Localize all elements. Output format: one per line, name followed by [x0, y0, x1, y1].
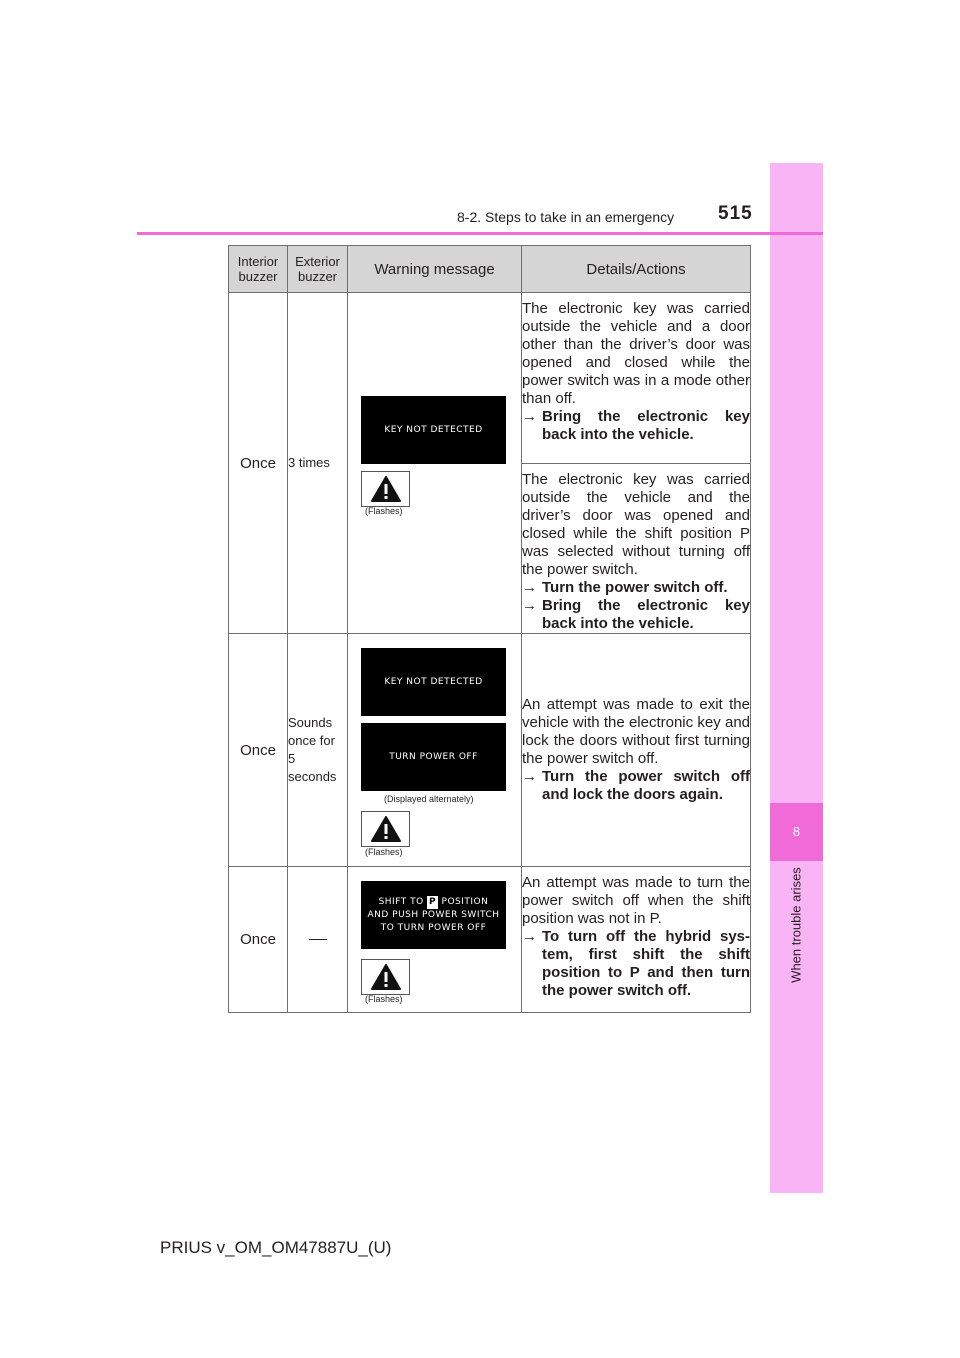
- details-cell: [522, 464, 751, 634]
- header-details-actions: Details/Actions: [522, 246, 751, 293]
- chapter-label: When trouble arises: [788, 867, 804, 983]
- chapter-side-tab: [770, 163, 823, 1193]
- screen-text: KEY NOT DETECTED: [384, 424, 483, 435]
- right-arrow-icon: →: [522, 928, 537, 945]
- chapter-number: 8: [770, 803, 823, 861]
- action-item: [522, 597, 750, 633]
- right-arrow-icon: →: [522, 408, 537, 425]
- details-text: The electronic key was carried outside the vehicle and the driver’s door was opened and closed while the shift position P was selected without turning off the power switch.: [522, 471, 750, 578]
- action-text: Turn the power switch off.: [542, 579, 728, 596]
- flashes-caption: (Flashes): [365, 847, 403, 857]
- display-screen: [361, 881, 506, 949]
- details-cell: [522, 293, 751, 464]
- header-warning-message: Warning message: [348, 246, 522, 293]
- interior-buzzer-cell: Once: [229, 867, 288, 1013]
- table-row: [229, 293, 751, 464]
- action-text: Turn the power switch off and lock the doors again.: [542, 768, 750, 803]
- alternate-caption: (Displayed alternately): [384, 794, 474, 804]
- flashes-caption: (Flashes): [365, 994, 403, 1004]
- details-text: The electronic key was carried outside the vehicle and a door other than the driver’s door was opened and closed while the power switch was in a mode other than off.: [522, 300, 750, 407]
- right-arrow-icon: →: [522, 768, 537, 785]
- table-row: [229, 634, 751, 867]
- details-cell: [522, 867, 751, 1013]
- screen-text: AND PUSH POWER SWITCH: [367, 909, 500, 920]
- right-arrow-icon: →: [522, 579, 537, 596]
- details-text: An attempt was made to turn the power switch off when the shift position was not in P.: [522, 874, 750, 927]
- right-arrow-icon: →: [522, 597, 537, 614]
- warning-message-cell: [348, 634, 522, 867]
- table-row: [229, 867, 751, 1013]
- screen-text: SHIFT TO: [378, 896, 424, 907]
- flashes-caption: (Flashes): [365, 506, 403, 516]
- exterior-buzzer-cell: 3 times: [288, 293, 348, 634]
- exterior-buzzer-cell: [288, 867, 348, 1013]
- action-text: To turn off the hybrid sys-tem, first shift the shift position to P and then turn the power switch off.: [542, 928, 750, 999]
- model-code-footer: PRIUS v_OM_OM47887U_(U): [160, 1238, 392, 1257]
- details-cell: [522, 634, 751, 867]
- action-text: Bring the electronic key back into the vehicle.: [542, 597, 750, 632]
- screen-text: TO TURN POWER OFF: [380, 922, 487, 933]
- warning-message-cell: [348, 293, 522, 634]
- header-divider: [137, 232, 823, 235]
- warning-message-cell: [348, 867, 522, 1013]
- action-item: [522, 928, 750, 1000]
- header-exterior-buzzer: Exterior buzzer: [288, 246, 348, 293]
- exterior-buzzer-cell: [288, 634, 348, 867]
- exterior-text: 5: [288, 751, 296, 766]
- header-interior-buzzer: Interior buzzer: [229, 246, 288, 293]
- exterior-text: Sounds: [288, 715, 333, 730]
- screen-text: POSITION: [441, 896, 489, 907]
- screen-text: TURN POWER OFF: [389, 751, 478, 762]
- table-header-row: [229, 246, 751, 293]
- screen-text: KEY NOT DETECTED: [384, 676, 483, 687]
- p-position-badge: P: [429, 896, 437, 907]
- warning-table: [228, 245, 751, 1013]
- none-dash: [309, 939, 327, 940]
- action-item: [522, 768, 750, 804]
- display-screen: [361, 648, 506, 716]
- page-number: 515: [718, 203, 753, 224]
- interior-buzzer-cell: Once: [229, 293, 288, 634]
- exterior-text: seconds: [288, 769, 337, 784]
- exterior-text: once for: [288, 733, 335, 748]
- action-item: [522, 579, 750, 597]
- section-title: 8-2. Steps to take in an emergency: [457, 209, 675, 225]
- display-screen: [361, 396, 506, 464]
- warning-triangle-icon: [361, 811, 410, 847]
- display-screen: [361, 723, 506, 791]
- warning-triangle-icon: [361, 959, 410, 995]
- interior-buzzer-cell: Once: [229, 634, 288, 867]
- action-text: Bring the electronic key back into the vehicle.: [542, 408, 750, 443]
- warning-triangle-icon: [361, 471, 410, 507]
- action-item: [522, 408, 750, 444]
- details-text: An attempt was made to exit the vehicle with the electronic key and lock the doors without first turning the power switch off.: [522, 696, 750, 767]
